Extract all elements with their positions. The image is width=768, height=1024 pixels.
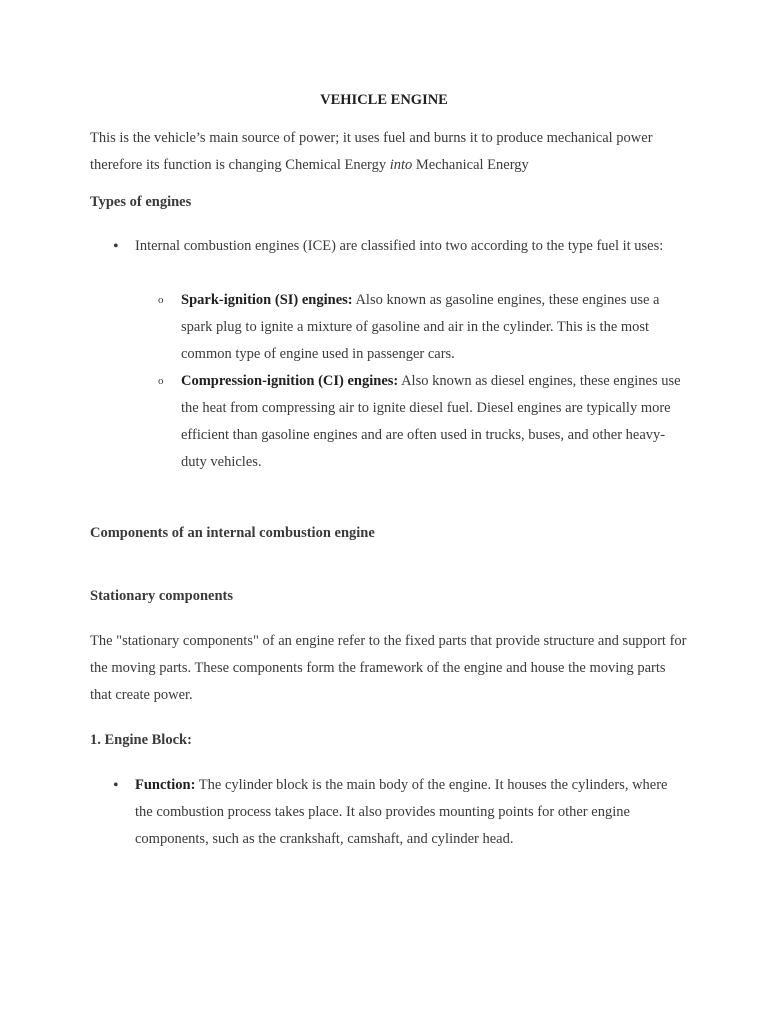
bullet-marker: • <box>113 238 119 255</box>
sub-bullet-marker: o <box>158 294 164 306</box>
types-heading: Types of engines <box>90 194 192 210</box>
si-label: Spark-ignition (SI) engines: <box>181 292 353 308</box>
function-description: The cylinder block is the main body of the engine. It houses the cylinders, where the combustion process takes place. It also provides mounting points for other engine components, such as the crankshaft, camshaft, and cylinder head. <box>135 777 668 847</box>
ice-bullet-text: Internal combustion engines (ICE) are classified into two according to the type fuel it uses: <box>135 238 664 254</box>
si-bullet-text <box>181 287 681 368</box>
stationary-paragraph: The "stationary components" of an engine refer to the fixed parts that provide structure and support for the moving parts. These components form the framework of the engine and house the moving parts that create power. <box>90 633 687 703</box>
si-description: Also known as gasoline engines, these engines use a spark plug to ignite a mixture of gasoline and air in the cylinder. This is the most common type of engine used in passenger cars. <box>181 292 660 362</box>
stationary-heading: Stationary components <box>90 588 233 604</box>
intro-italic-word: into <box>389 157 413 173</box>
intro-paragraph <box>90 125 690 179</box>
sub-bullet-marker: o <box>158 375 164 387</box>
bullet-marker: • <box>113 777 119 794</box>
function-label: Function: <box>135 777 196 793</box>
ci-bullet-text <box>181 368 681 476</box>
components-heading: Components of an internal combustion engine <box>90 525 375 541</box>
function-bullet-text <box>135 772 680 853</box>
document-title: VEHICLE ENGINE <box>320 92 448 108</box>
intro-text-start: This is the vehicle’s main source of power; it uses fuel and burns it to produce mechanical power therefore its function is changing Chemical Energy <box>90 130 653 173</box>
intro-text-end: Mechanical Energy <box>412 157 529 173</box>
ci-label: Compression-ignition (CI) engines: <box>181 373 399 389</box>
ci-description: Also known as diesel engines, these engines use the heat from compressing air to ignite diesel fuel. Diesel engines are typically more efficient than gasoline engines and are often used in trucks, buses, and other heavy-duty vehicles. <box>181 373 681 470</box>
engine-block-heading: 1. Engine Block: <box>90 732 192 748</box>
